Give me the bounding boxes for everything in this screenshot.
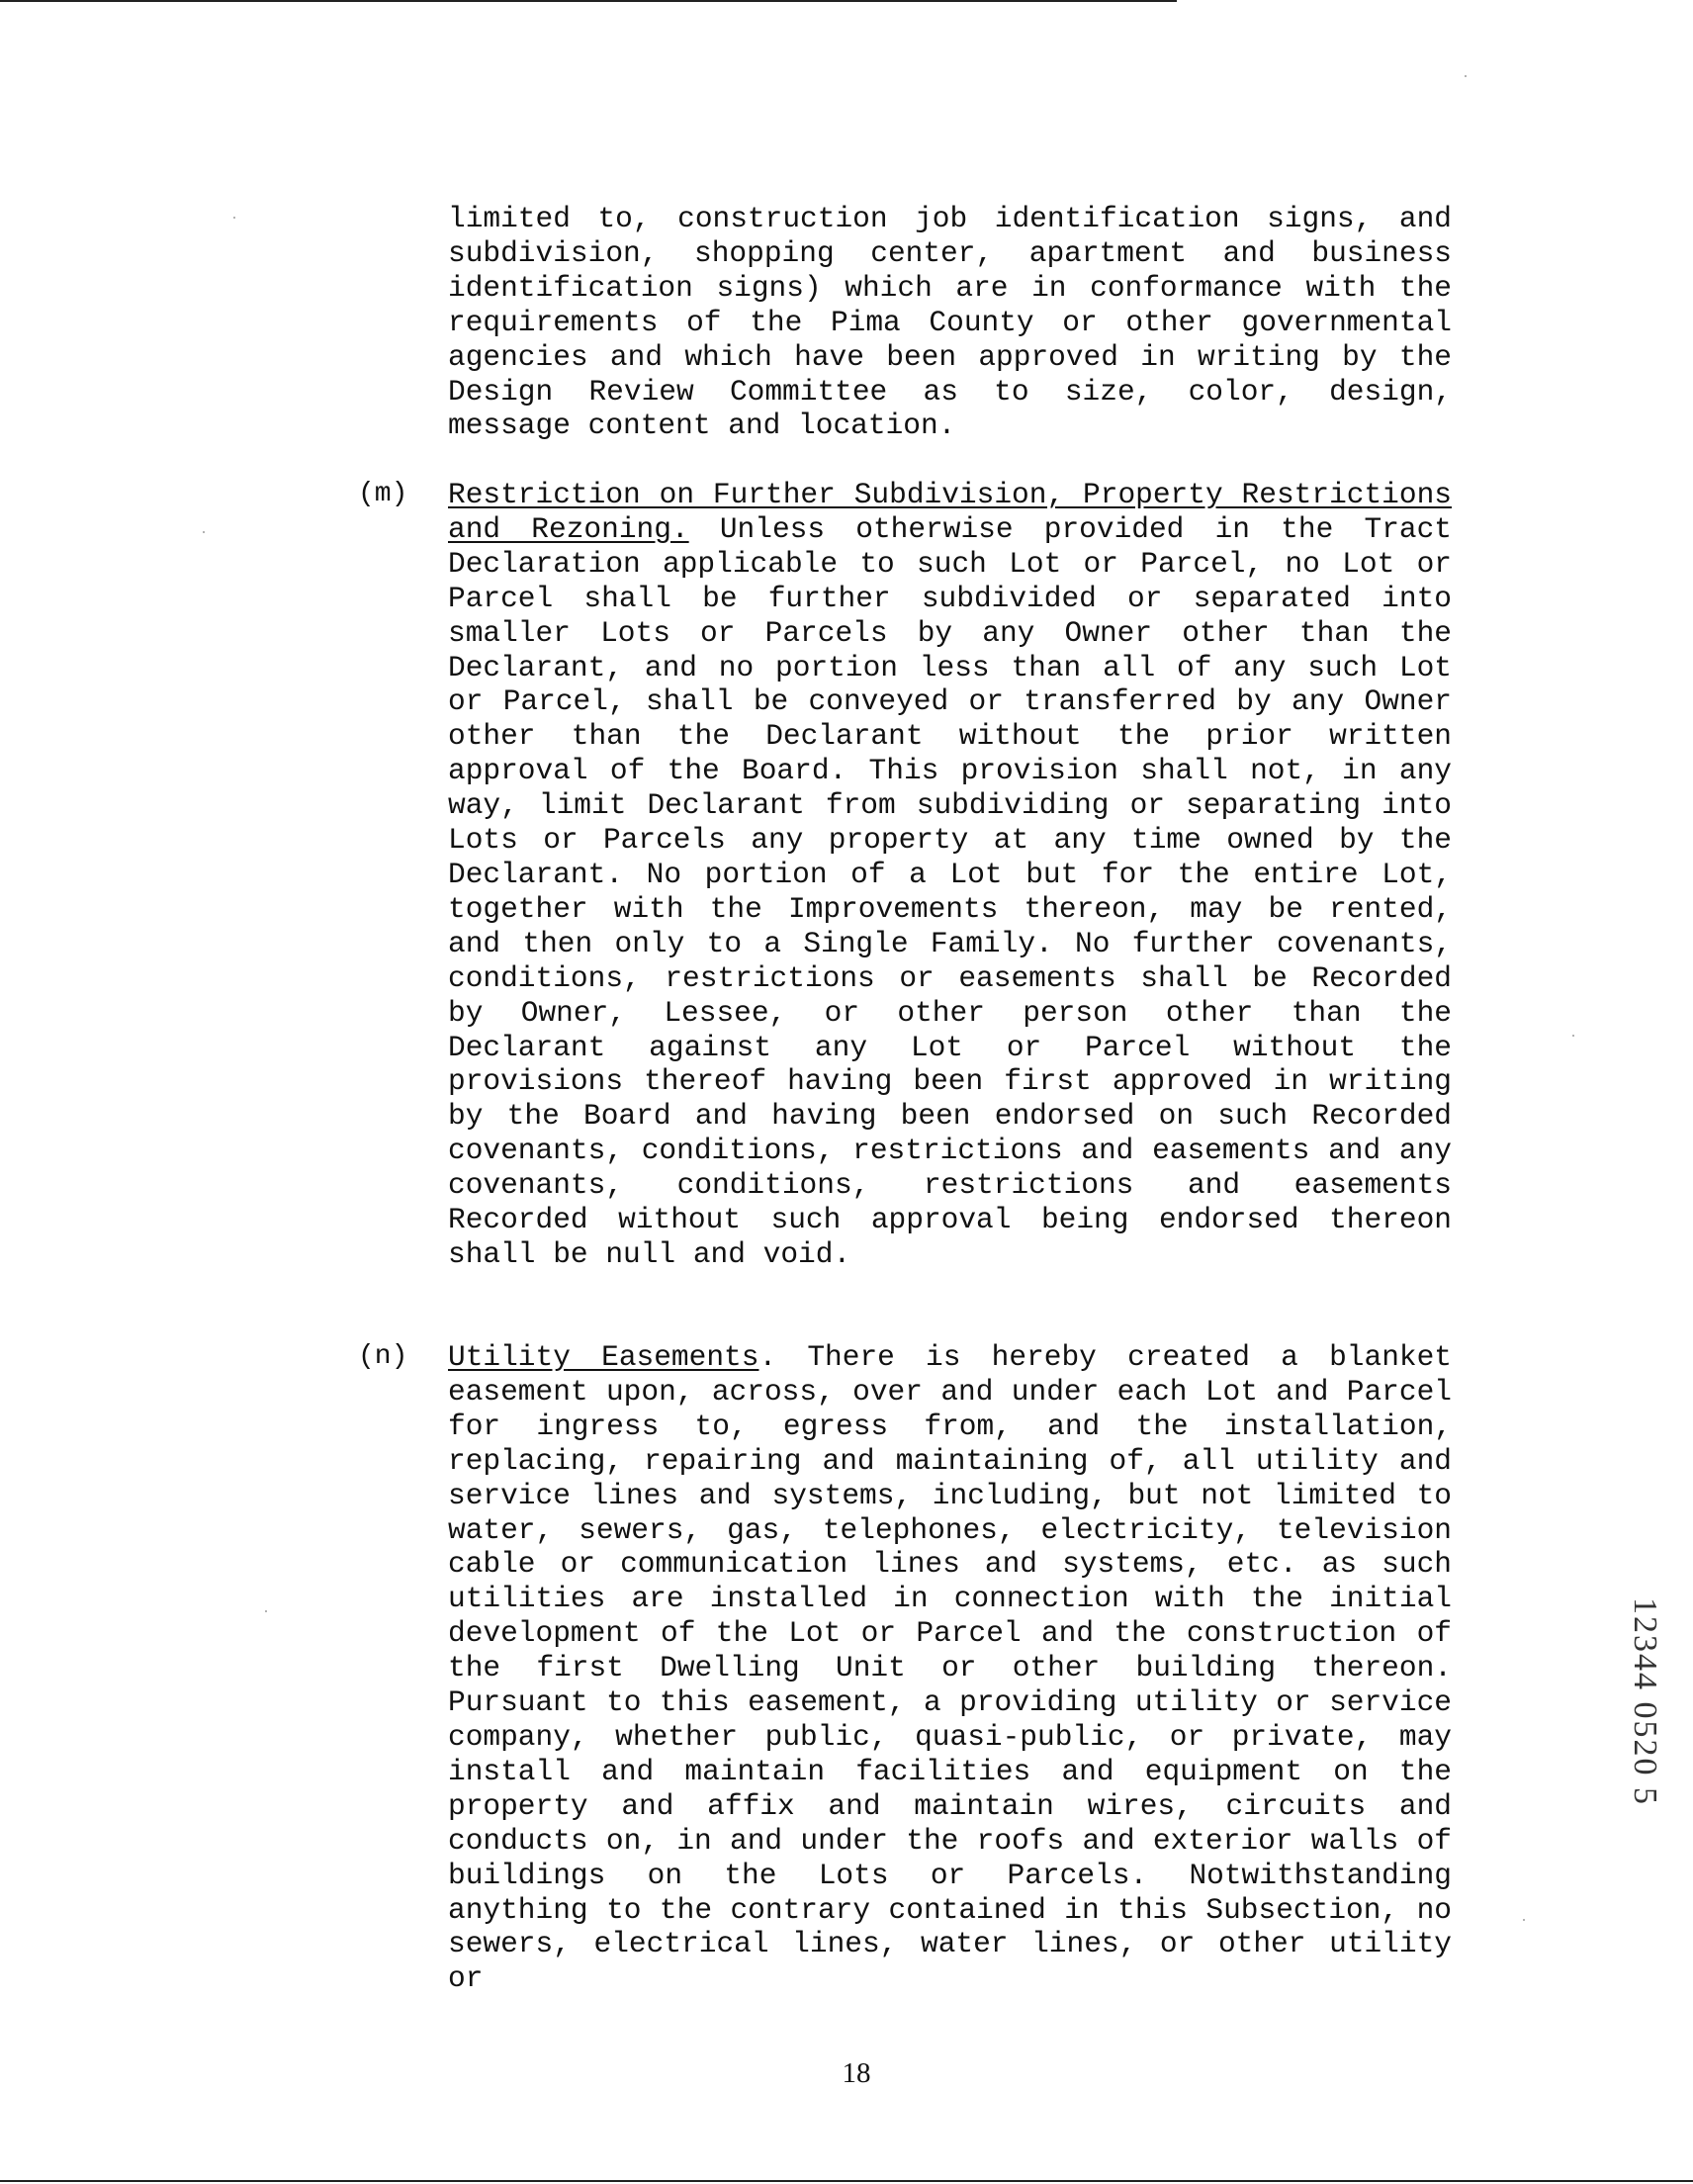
paragraph-m-heading: Restriction on Further Subdivision, Property Restrictions and Rezoning. — [448, 478, 1452, 546]
scan-speck — [1465, 75, 1467, 77]
paragraph-n — [448, 1340, 1452, 1996]
page-top-border — [0, 0, 1177, 2]
paragraph-m-body: Unless otherwise provided in the Tract Declaration applicable to such Lot or Parcel, no Lot or Parcel shall be further subdivided or separated into smaller Lots or Parcels by any Owner other than the Declarant, and no portion less than all of any such Lot or Parcel, shall be conveyed or transferred by any Owner other than the Declarant without the prior written approval of the Board. This provision shall not, in any way, limit Declarant from subdividing or separating into Lots or Parcels any property at any time owned by the Declarant. No portion of a Lot but for the entire Lot, together with the Improvements thereon, may be rented, and then only to a Single Family. No further covenants, conditions, restrictions or easements shall be Recorded by Owner, Lessee, or other person other than the Declarant against any Lot or Parcel without the provisions thereof having been first approved in writing by the Board and having been endorsed on such Recorded covenants, conditions, restrictions and easements and any covenants, conditions, restrictions and easements Recorded without such approval being endorsed thereon shall be null and void. — [448, 511, 1452, 1271]
paragraph-m — [448, 478, 1452, 1272]
paragraph-n-heading: Utility Easements — [448, 1340, 759, 1374]
paragraph-n-marker: (n) — [358, 1341, 408, 1372]
paragraph-m-marker: (m) — [358, 479, 408, 509]
scan-speck — [203, 531, 205, 533]
paragraph-l-text: limited to, construction job identification signs, and subdivision, shopping center, apartment and business identification signs) which are in conformance with the requirements of the Pima County or other governmental agencies and which have been approved in writing by the Design Review Committee as to size, color, design, message content and location. — [448, 202, 1452, 443]
paragraph-n-body: . There is hereby created a blanket easement upon, across, over and under each Lot and Parcel for ingress to, egress from, and the installation, replacing, repairing and maintaining of, all utility and service lines and systems, including, but not limited to water, sewers, gas, telephones, electricity, television cable or communication lines and systems, etc. as such utilities are installed in connection with the initial development of the Lot or Parcel and the construction of the first Dwelling Unit or other building thereon. Pursuant to this easement, a providing utility or service company, whether public, quasi-public, or private, may install and maintain facilities and equipment on the property and affix and maintain wires, circuits and conducts on, in and under the roofs and exterior walls of buildings on the Lots or Parcels. Notwithstanding anything to the contrary contained in this Subsection, no sewers, electrical lines, water lines, or other utility or — [448, 1340, 1453, 1996]
page-bottom-border — [0, 2180, 1693, 2182]
scan-speck — [265, 1610, 267, 1612]
paragraph-l-continuation — [448, 202, 1452, 443]
scan-speck — [1572, 1035, 1574, 1037]
scan-speck — [1523, 1919, 1525, 1921]
page-number: 18 — [842, 2057, 871, 2089]
margin-recording-stamp: 12344 0520 5 — [1627, 1597, 1663, 1806]
scan-speck — [233, 217, 235, 219]
